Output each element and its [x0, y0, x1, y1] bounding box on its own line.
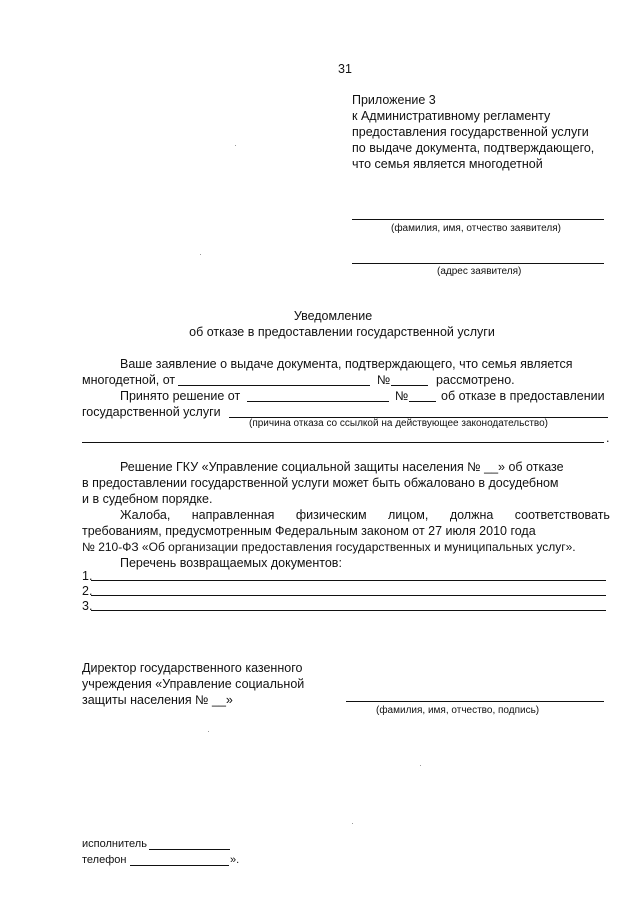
director-line: Директор государственного казенного	[82, 661, 303, 675]
appendix-header	[352, 92, 594, 172]
word: Жалоба,	[120, 508, 171, 522]
appendix-line: предоставления государственной услуги	[352, 125, 589, 139]
paragraph-text: Решение ГКУ «Управление социальной защиты населения № __» об отказе	[120, 460, 564, 474]
decision-date-field[interactable]	[247, 401, 389, 402]
paragraph-text: рассмотрено.	[436, 373, 515, 387]
appendix-line: что семья является многодетной	[352, 157, 543, 171]
signature-caption: (фамилия, имя, отчество, подпись)	[376, 705, 540, 716]
paragraph-text: многодетной, от	[82, 373, 176, 387]
appendix-line: по выдаче документа, подтверждающего,	[352, 141, 595, 155]
page-number: 31	[338, 62, 352, 76]
returned-docs-heading: Перечень возвращаемых документов:	[120, 556, 342, 570]
appendix-line: к Административному регламенту	[352, 109, 551, 123]
appendix-line: Приложение 3	[352, 93, 436, 107]
refusal-reason-caption: (причина отказа со ссылкой на действующее законодательство)	[249, 418, 549, 429]
document-title: Уведомление	[293, 309, 373, 323]
number-sign: №	[395, 389, 409, 403]
returned-doc-field-1[interactable]	[91, 580, 606, 581]
paragraph-text: Принято решение от	[120, 389, 241, 403]
applicant-address-caption: (адрес заявителя)	[437, 266, 522, 277]
phone-field[interactable]	[130, 865, 229, 866]
signature-field[interactable]	[346, 701, 604, 702]
refusal-reason-field-continued[interactable]	[82, 442, 604, 443]
word: физическим	[295, 508, 367, 522]
document-subtitle: об отказе в предоставлении государственной услуги	[189, 325, 495, 339]
director-title	[82, 660, 304, 708]
returned-doc-field-3[interactable]	[91, 610, 606, 611]
director-line: защиты населения № __»	[82, 693, 233, 707]
paragraph-text: об отказе в предоставлении	[441, 389, 605, 403]
paragraph-text: в предоставлении государственной услуги может быть обжаловано в досудебном	[82, 476, 559, 490]
phone-label: телефон	[82, 854, 127, 866]
director-line: учреждения «Управление социальной	[82, 677, 305, 691]
scan-speck	[420, 765, 421, 766]
paragraph-text: требованиям, предусмотренным Федеральным законом от 27 июля 2010 года	[82, 524, 536, 538]
scan-speck	[352, 823, 353, 824]
period-mark: .	[606, 431, 610, 445]
word: направленная	[191, 508, 275, 522]
paragraph-text: Ваше заявление о выдаче документа, подтверждающего, что семья является	[120, 357, 573, 371]
word: соответствовать	[514, 508, 610, 522]
paragraph-text: № 210-ФЗ «Об организации предоставления государственных и муниципальных услуг».	[82, 540, 576, 554]
applicant-name-caption: (фамилия, имя, отчество заявителя)	[391, 223, 561, 234]
application-date-field[interactable]	[178, 385, 370, 386]
executor-field[interactable]	[149, 849, 230, 850]
scan-speck	[200, 254, 201, 255]
number-sign: №	[377, 373, 391, 387]
applicant-name-field[interactable]	[352, 219, 604, 220]
scan-speck	[208, 731, 209, 732]
word: должна	[449, 508, 494, 522]
scan-speck	[235, 145, 236, 146]
paragraph-text: и в судебном порядке.	[82, 492, 213, 506]
phone-end-mark: ».	[230, 854, 240, 866]
paragraph-justified-line	[120, 507, 610, 523]
list-item-number: 2.	[82, 584, 93, 598]
decision-number-field[interactable]	[409, 401, 436, 402]
executor-label: исполнитель	[82, 838, 147, 850]
applicant-address-field[interactable]	[352, 263, 604, 264]
list-item-number: 1.	[82, 569, 93, 583]
list-item-number: 3.	[82, 599, 93, 613]
paragraph-text: государственной услуги	[82, 405, 221, 419]
application-number-field[interactable]	[391, 385, 428, 386]
word: лицом,	[388, 508, 429, 522]
returned-doc-field-2[interactable]	[91, 595, 606, 596]
